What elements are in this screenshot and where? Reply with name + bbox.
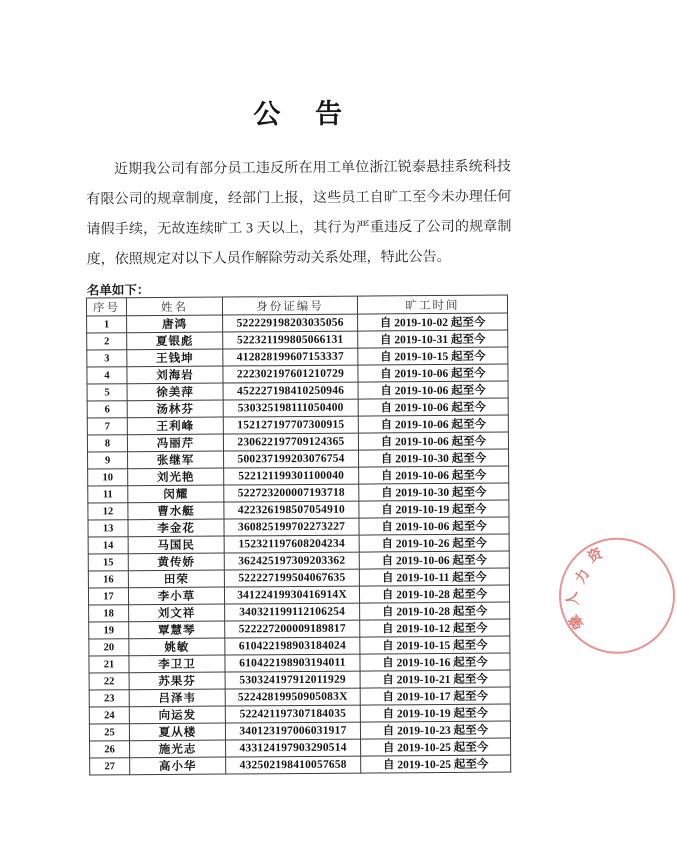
cell-id: 362425197309203362	[224, 552, 359, 570]
cell-name: 刘文祥	[129, 604, 225, 622]
cell-absence: 自 2019-10-28 起至今	[359, 585, 509, 603]
cell-name: 张继军	[128, 451, 224, 469]
cell-no: 20	[89, 639, 129, 656]
cell-absence: 自 2019-10-21 起至今	[360, 670, 510, 688]
cell-no: 16	[88, 571, 128, 588]
cell-no: 8	[87, 435, 127, 452]
column-header-name: 姓名	[126, 297, 222, 316]
table-row	[90, 755, 511, 775]
cell-absence: 自 2019-10-19 起至今	[359, 500, 509, 518]
cell-name: 高小华	[130, 757, 226, 775]
cell-absence: 自 2019-10-06 起至今	[358, 398, 508, 416]
cell-absence: 自 2019-10-15 起至今	[360, 636, 510, 654]
cell-no: 25	[89, 724, 129, 741]
cell-id: 522227200009189817	[225, 620, 360, 638]
cell-id: 432502198410057658	[226, 756, 361, 774]
cell-id: 422326198507054910	[224, 501, 359, 519]
cell-absence: 自 2019-10-19 起至今	[360, 704, 510, 722]
stamp-character: 资	[585, 546, 606, 567]
cell-name: 冯丽芹	[127, 434, 223, 452]
cell-no: 24	[89, 707, 129, 724]
cell-name: 闵耀	[128, 485, 224, 503]
cell-absence: 自 2019-10-06 起至今	[359, 517, 509, 535]
cell-name: 李金花	[128, 519, 224, 537]
cell-absence: 自 2019-10-02 起至今	[358, 313, 508, 331]
stamp-character: 人	[565, 591, 582, 607]
column-header-absence: 旷工时间	[357, 295, 507, 314]
cell-no: 12	[88, 503, 128, 520]
cell-id: 522723200007193718	[224, 484, 359, 502]
cell-id: 412828199607153337	[223, 348, 358, 366]
cell-id: 340123197006031917	[225, 722, 360, 740]
cell-no: 4	[87, 367, 127, 384]
stamp-character: 力	[573, 567, 594, 587]
column-header-id: 身份证编号	[222, 296, 357, 315]
cell-no: 13	[88, 520, 128, 537]
cell-id: 522227199504067635	[224, 569, 359, 587]
cell-absence: 自 2019-10-31 起至今	[358, 330, 508, 348]
cell-name: 田荣	[128, 570, 224, 588]
cell-name: 徐美萍	[127, 383, 223, 401]
cell-name: 夏银彪	[127, 332, 223, 350]
cell-no: 7	[87, 418, 127, 435]
cell-id: 522229198203035056	[223, 314, 358, 332]
cell-no: 10	[88, 469, 128, 486]
cell-no: 1	[87, 316, 127, 333]
cell-no: 3	[87, 350, 127, 367]
cell-absence: 自 2019-10-16 起至今	[360, 653, 510, 671]
cell-absence: 自 2019-10-25 起至今	[361, 738, 511, 756]
cell-name: 夏从楼	[129, 723, 225, 741]
cell-id: 152321197608204234	[224, 535, 359, 553]
cell-absence: 自 2019-10-25 起至今	[361, 755, 511, 773]
cell-no: 9	[88, 452, 128, 469]
cell-absence: 自 2019-10-06 起至今	[358, 364, 508, 382]
cell-no: 17	[88, 588, 128, 605]
cell-name: 施光志	[130, 740, 226, 758]
cell-id: 340321199112106254	[225, 603, 360, 621]
cell-id: 222302197601210729	[223, 365, 358, 383]
cell-absence: 自 2019-10-06 起至今	[359, 551, 509, 569]
stamp-character: 肇	[567, 611, 588, 632]
cell-absence: 自 2019-10-11 起至今	[359, 568, 509, 586]
cell-name: 曹水艇	[128, 502, 224, 520]
cell-id: 34122419930416914X	[224, 586, 359, 604]
cell-no: 2	[87, 333, 127, 350]
cell-name: 王利峰	[127, 417, 223, 435]
cell-no: 14	[88, 537, 128, 554]
cell-id: 522321199805066131	[223, 331, 358, 349]
cell-name: 刘光艳	[128, 468, 224, 486]
cell-absence: 自 2019-10-23 起至今	[360, 721, 510, 739]
cell-name: 马国民	[128, 536, 224, 554]
cell-absence: 自 2019-10-06 起至今	[359, 466, 509, 484]
cell-no: 26	[90, 741, 130, 758]
cell-id: 230622197709124365	[223, 433, 358, 451]
cell-no: 5	[87, 384, 127, 401]
cell-absence: 自 2019-10-06 起至今	[358, 432, 508, 450]
cell-absence: 自 2019-10-15 起至今	[358, 347, 508, 365]
cell-name: 覃慧琴	[129, 621, 225, 639]
cell-id: 522121199301100040	[224, 467, 359, 485]
cell-name: 李卫卫	[129, 655, 225, 673]
cell-absence: 自 2019-10-26 起至今	[359, 534, 509, 552]
absence-table	[86, 295, 511, 776]
cell-id: 360825199702273227	[224, 518, 359, 536]
cell-absence: 自 2019-10-06 起至今	[358, 381, 508, 399]
cell-absence: 自 2019-10-17 起至今	[360, 687, 510, 705]
cell-no: 27	[90, 758, 130, 775]
cell-id: 530324197912011929	[225, 671, 360, 689]
cell-id: 433124197903290514	[226, 739, 361, 757]
cell-no: 11	[88, 486, 128, 503]
cell-no: 21	[89, 656, 129, 673]
cell-id: 452227198410250946	[223, 382, 358, 400]
cell-id: 522421197307184035	[225, 705, 360, 723]
cell-absence: 自 2019-10-06 起至今	[358, 415, 508, 433]
cell-absence: 自 2019-10-12 起至今	[360, 619, 510, 637]
cell-no: 19	[89, 622, 129, 639]
cell-name: 吕泽韦	[129, 689, 225, 707]
cell-id: 52242819950905083X	[225, 688, 360, 706]
cell-no: 6	[87, 401, 127, 418]
cell-no: 22	[89, 673, 129, 690]
cell-name: 黄传娇	[128, 553, 224, 571]
cell-name: 苏果芬	[129, 672, 225, 690]
page-title: 公 告	[253, 98, 357, 130]
cell-name: 姚敏	[129, 638, 225, 656]
cell-absence: 自 2019-10-30 起至今	[359, 483, 509, 501]
cell-id: 500237199203076754	[224, 450, 359, 468]
cell-id: 610422198903194011	[225, 654, 360, 672]
column-header-no: 序号	[86, 298, 126, 316]
cell-name: 李小草	[128, 587, 224, 605]
cell-no: 15	[88, 554, 128, 571]
cell-name: 向运发	[129, 706, 225, 724]
cell-name: 唐鸿	[127, 315, 223, 333]
cell-no: 23	[89, 690, 129, 707]
cell-name: 刘海岩	[127, 366, 223, 384]
list-label: 名单如下：	[86, 283, 150, 298]
cell-name: 王钱坤	[127, 349, 223, 367]
announcement-paragraph: 近期我公司有部分员工违反所在用工单位浙江锐泰悬挂系统科技有限公司的规章制度，经部门上报，这些员工自旷工至今未办理任何请假手续，无故连续旷工 3 天以上，其行为严重违反了公司的规章制度，依照规定对以下人员作解除劳动关系处理，特此公告。	[86, 159, 512, 268]
cell-no: 18	[89, 605, 129, 622]
cell-id: 610422198903184024	[225, 637, 360, 655]
cell-absence: 自 2019-10-30 起至今	[359, 449, 509, 467]
stamp-ring	[559, 537, 676, 654]
cell-name: 汤林芬	[127, 400, 223, 418]
cell-id: 152127197707300915	[223, 416, 358, 434]
cell-absence: 自 2019-10-28 起至今	[360, 602, 510, 620]
cell-id: 530325198111050400	[223, 399, 358, 417]
